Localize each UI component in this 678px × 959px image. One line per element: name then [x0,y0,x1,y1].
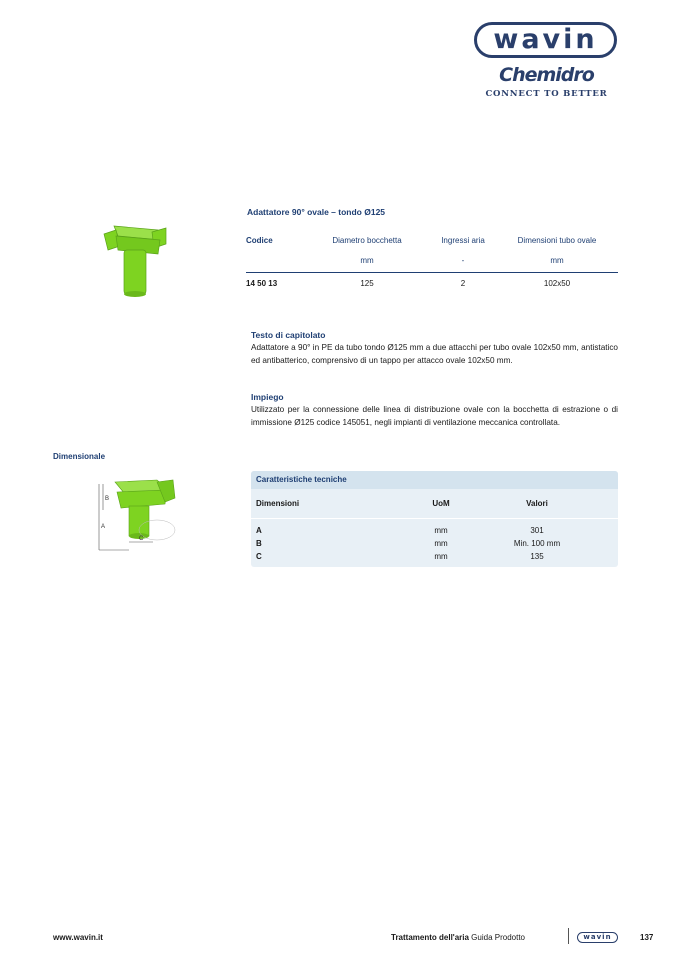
footer-section [391,933,525,942]
logo-tagline: CONNECT TO BETTER [485,89,608,99]
product-table [246,230,618,294]
tech-col-dimension: Dimensioni [256,499,300,508]
page-number: 137 [640,933,654,942]
tech-value: Min. 100 mm [513,539,561,548]
footer-logo: wavin [577,932,618,943]
col-header-oval-size: Dimensioni tubo ovale [517,235,597,245]
table-row [251,550,618,563]
col-header-air-inlets: Ingressi aria [441,235,485,245]
adapter-round-pipe [124,250,146,294]
unit-oval-size: mm [496,250,618,272]
unit-air-inlets: - [430,250,496,272]
tech-col-value: Valori [526,499,548,508]
footer-section-rest: Guida Prodotto [471,933,525,942]
tech-dim: A [256,526,262,535]
tech-value: 301 [530,526,544,535]
tech-uom: mm [434,526,448,535]
table-row [246,272,618,294]
footer-section-bold: Trattamento dell'aria [391,933,469,942]
footer-divider [568,928,569,944]
tech-title: Caratteristiche tecniche [251,471,618,489]
adapter-pipe-end [124,291,146,297]
col-header-code: Codice [246,235,273,245]
tech-panel [251,471,618,567]
footer-website[interactable]: www.wavin.it [53,933,103,942]
tech-value: 135 [530,552,544,561]
usage-section [251,392,618,429]
usage-title: Impiego [251,392,284,402]
tech-uom: mm [434,552,448,561]
logo-chemidro: Chemidro [499,64,594,86]
logo-wavin: wavin [474,22,617,58]
dim-label-c: C [139,536,144,542]
usage-text: Utilizzato per la connessione delle linea di distribuzione ovale con la bocchetta di estrazione o di immissione Ø125 codice 145051, negli impianti di ventilazione meccanica controllata. [251,405,618,427]
tech-uom: mm [434,539,448,548]
product-image [100,218,170,298]
product-table-header [246,230,618,250]
tech-col-uom: UoM [432,499,450,508]
cell-air-inlets: 2 [460,278,466,288]
wavin-chemidro-logo [474,22,619,99]
tech-body [251,519,618,563]
diagram-body [117,490,167,508]
table-row [251,537,618,550]
cell-code: 14 50 13 [246,278,278,288]
dim-label-a: A [101,524,106,530]
unit-code [246,250,304,272]
spec-title: Testo di capitolato [251,330,326,340]
spec-section [251,330,618,367]
dim-label-b: B [105,496,110,502]
dimensional-label: Dimensionale [53,452,106,461]
dimension-diagram [95,470,180,555]
table-row [251,524,618,537]
cell-oval-size: 102x50 [543,278,571,288]
product-title: Adattatore 90° ovale – tondo Ø125 [247,207,386,217]
tech-dim: C [256,552,262,561]
unit-diameter: mm [304,250,430,272]
col-header-diameter: Diametro bocchetta [332,235,402,245]
product-table-units [246,250,618,272]
cell-diameter: 125 [360,278,374,288]
spec-text: Adattatore a 90° in PE da tubo tondo Ø125 mm a due attacchi per tubo ovale 102x50 mm, antistatico ed antibatterico, comprensivo di un tappo per attacco ovale 102x50 mm. [251,343,618,365]
tech-header-row [251,489,618,519]
tech-dim: B [256,539,262,548]
